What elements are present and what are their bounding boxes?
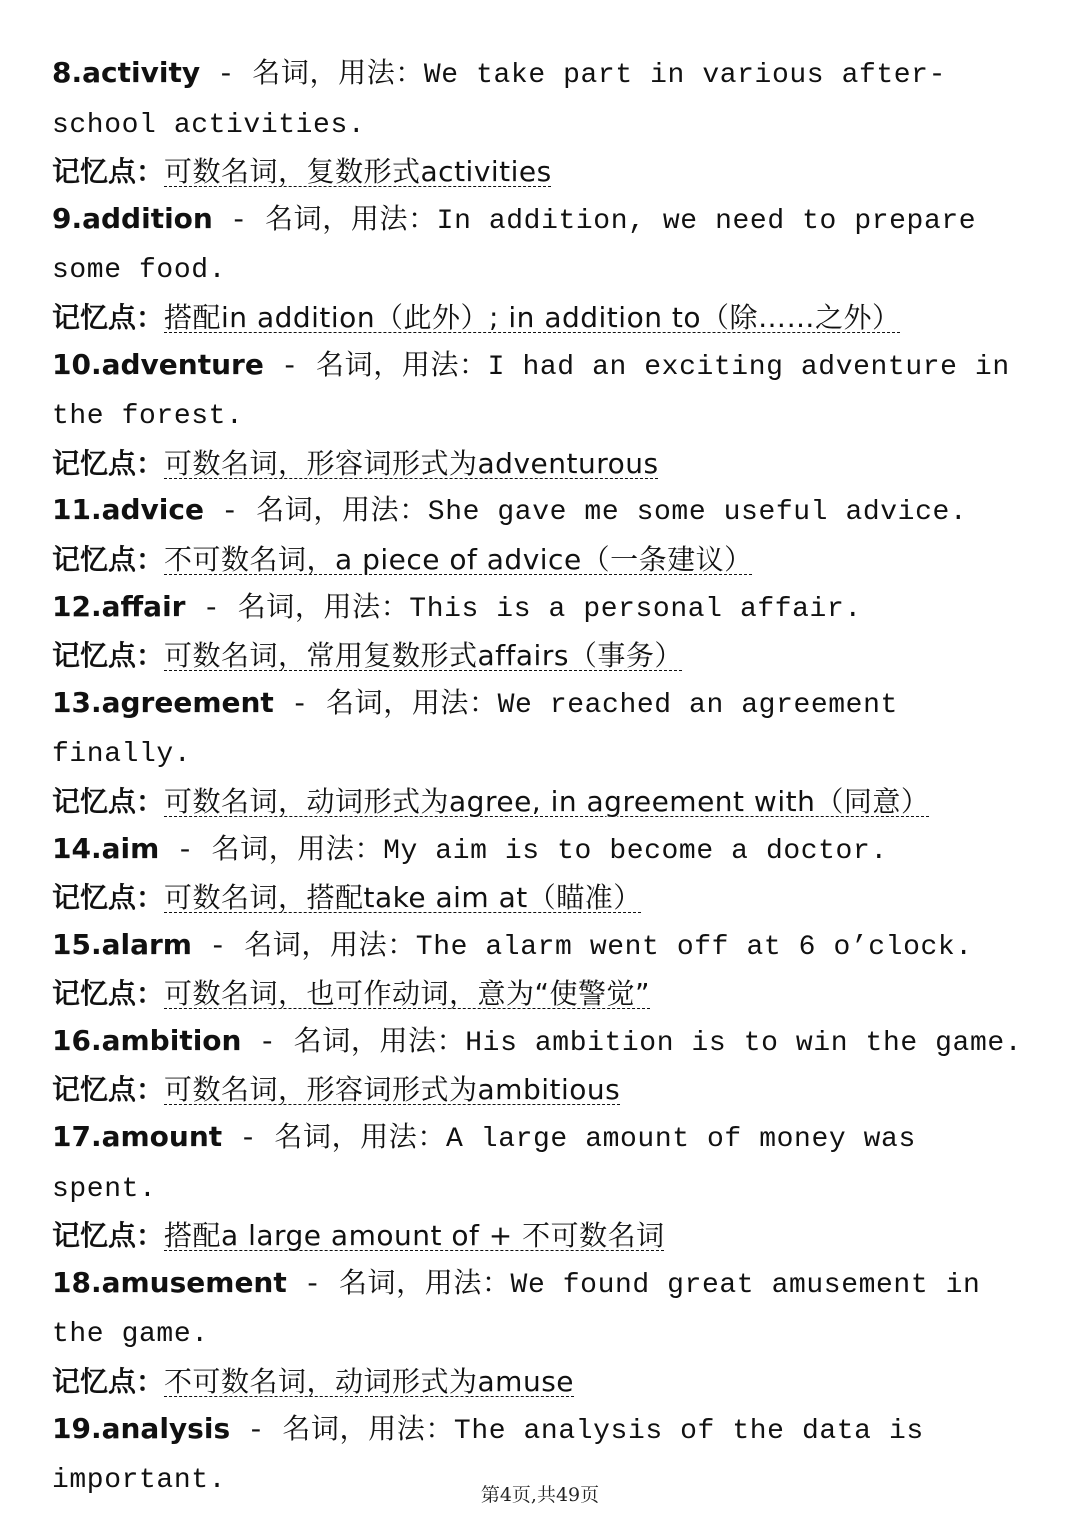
memo-label: 记忆点： <box>52 1365 165 1399</box>
memo-label: 记忆点： <box>52 977 165 1011</box>
entry-adventure <box>52 342 1027 441</box>
entry-addition <box>52 196 1027 295</box>
entry-word: 9.addition <box>52 201 213 235</box>
memo-label: 记忆点： <box>52 155 165 189</box>
memo-label: 记忆点： <box>52 300 165 334</box>
entry-word: 14.aim <box>52 831 160 865</box>
memo-amusement <box>52 1359 1027 1406</box>
entry-aim <box>52 826 1027 876</box>
memo-text: 可数名词，形容词形式为adventurous <box>164 446 659 480</box>
entry-word: 13.agreement <box>52 685 274 719</box>
memo-label: 记忆点： <box>52 639 165 673</box>
entry-usage: - 名词，用法：My aim is to become a doctor. <box>159 835 888 867</box>
entry-usage: - 名词，用法：In addition, we need to prepare some food. <box>52 205 977 287</box>
entry-usage: - 名词，用法：His ambition is to win the game. <box>241 1027 1023 1059</box>
memo-text: 可数名词，形容词形式为ambitious <box>164 1073 621 1107</box>
page-number: 第4页,共49页 <box>480 1484 600 1506</box>
entry-agreement <box>52 680 1027 779</box>
memo-text: 搭配in addition（此外）; in addition to（除……之外） <box>164 300 901 334</box>
memo-text: 可数名词，搭配take aim at（瞄准） <box>164 881 642 915</box>
entry-word: 15.alarm <box>52 927 192 961</box>
entry-alarm <box>52 922 1027 972</box>
memo-activity <box>52 149 1027 196</box>
entry-affair <box>52 584 1027 634</box>
memo-alarm <box>52 971 1027 1018</box>
memo-text: 不可数名词，动词形式为amuse <box>164 1365 575 1399</box>
memo-label: 记忆点： <box>52 1073 165 1107</box>
entry-word: 8.activity <box>52 56 201 89</box>
memo-text: 可数名词，动词形式为agree, in agreement with（同意） <box>164 784 930 818</box>
entry-usage: - 名词，用法：We take part in various after-school activities. <box>52 60 946 141</box>
memo-agreement <box>52 779 1027 826</box>
memo-adventure <box>52 441 1027 488</box>
entry-usage: - 名词，用法：A large amount of money was spent. <box>52 1124 916 1205</box>
memo-affair <box>52 633 1027 680</box>
entry-advice <box>52 487 1027 537</box>
memo-label: 记忆点： <box>52 881 165 915</box>
memo-addition <box>52 295 1027 342</box>
memo-text: 不可数名词，a piece of advice（一条建议） <box>164 542 753 576</box>
entry-usage: - 名词，用法：This is a personal affair. <box>185 593 862 625</box>
entry-word: 12.affair <box>52 589 186 623</box>
entry-usage: - 名词，用法：She gave me some useful advice. <box>203 497 968 529</box>
entry-word: 10.adventure <box>52 347 264 381</box>
memo-label: 记忆点： <box>52 446 165 480</box>
memo-text: 可数名词，常用复数形式affairs（事务） <box>164 639 683 673</box>
memo-aim <box>52 875 1027 922</box>
memo-label: 记忆点： <box>52 784 165 818</box>
entry-usage: - 名词，用法：I had an exciting adventure in the forest. <box>52 351 1010 433</box>
entry-activity <box>52 50 1027 149</box>
entry-ambition <box>52 1018 1027 1068</box>
memo-text: 搭配a large amount of + 不可数名词 <box>164 1219 665 1253</box>
memo-text: 可数名词，复数形式activities <box>164 155 552 189</box>
entry-word: 19.analysis <box>52 1411 231 1445</box>
entry-amount <box>52 1114 1027 1213</box>
entry-word: 11.advice <box>52 493 204 527</box>
vocabulary-list <box>52 50 1027 1505</box>
entry-usage: - 名词，用法：The analysis of the data is important. <box>52 1415 924 1497</box>
memo-amount <box>52 1213 1027 1260</box>
memo-label: 记忆点： <box>52 1219 165 1253</box>
entry-word: 16.ambition <box>52 1023 242 1057</box>
entry-usage: - 名词，用法：We found great amusement in the game. <box>52 1269 981 1351</box>
entry-usage: - 名词，用法：The alarm went off at 6 o’clock. <box>191 931 973 963</box>
entry-amusement <box>52 1260 1027 1359</box>
memo-text: 可数名词，也可作动词，意为“使警觉” <box>164 977 651 1011</box>
memo-label: 记忆点： <box>52 542 165 576</box>
entry-word: 17.amount <box>52 1120 223 1154</box>
entry-usage: - 名词，用法：We reached an agreement finally. <box>52 689 898 771</box>
memo-ambition <box>52 1067 1027 1114</box>
memo-advice <box>52 537 1027 584</box>
entry-word: 18.amusement <box>52 1265 287 1299</box>
